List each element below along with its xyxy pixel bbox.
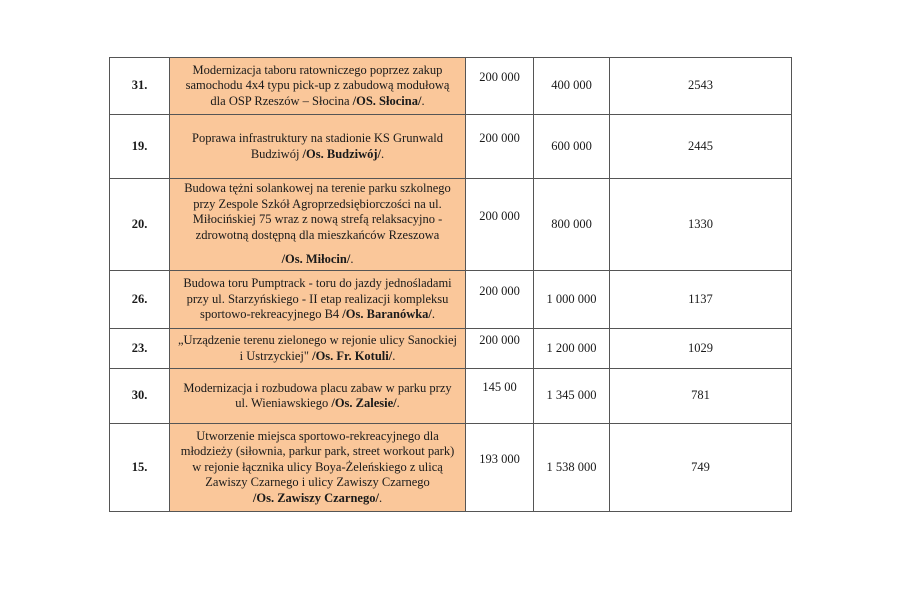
description-suffix: . — [381, 146, 385, 161]
description-line — [176, 381, 459, 397]
project-description — [170, 179, 466, 271]
description-line — [176, 396, 459, 412]
cumulative-amount: 400 000 — [534, 58, 610, 115]
project-cost — [466, 271, 534, 329]
table-row — [110, 271, 792, 329]
project-cost-value: 200 000 — [479, 332, 520, 347]
project-cost-value: 200 000 — [479, 130, 520, 145]
description-line — [176, 444, 459, 460]
description-line — [176, 475, 459, 491]
description-line — [176, 228, 459, 244]
cumulative-amount: 1 345 000 — [534, 369, 610, 424]
district-name: /Os. Baranówka/ — [342, 307, 432, 322]
description-text: Utworzenie miejsca sportowo-rekreacyjnego dla — [196, 428, 439, 443]
project-cost-value: 145 00 — [482, 380, 517, 395]
description-text: młodzieży (siłownia, parkur park, street workout park) — [180, 444, 455, 459]
projects-table — [109, 57, 792, 512]
vote-count: 1029 — [610, 329, 792, 369]
cumulative-amount: 1 538 000 — [534, 424, 610, 512]
project-cost — [466, 329, 534, 369]
description-line — [176, 197, 459, 213]
description-text: Budowa toru Pumptrack - toru do jazdy jednośladami — [183, 276, 452, 291]
table-row — [110, 424, 792, 512]
description-line — [176, 292, 459, 308]
project-description — [170, 271, 466, 329]
district-name: /Os. Zalesie/ — [331, 396, 397, 410]
table-row — [110, 369, 792, 424]
description-text: Budziwój — [250, 146, 303, 161]
description-text: i Ustrzyckiej" — [239, 348, 313, 363]
project-description — [170, 115, 466, 179]
project-cost — [466, 369, 534, 424]
district-name: /OS. Słocina/ — [352, 93, 422, 108]
project-number: 19. — [110, 115, 170, 179]
project-number: 31. — [110, 58, 170, 115]
description-text: Poprawa infrastruktury na stadionie KS Grunwald — [192, 131, 443, 145]
cumulative-amount: 1 200 000 — [534, 329, 610, 369]
table-row — [110, 58, 792, 115]
description-text: przy Zespole Szkół Agroprzedsiębiorczości na ul. — [193, 196, 442, 211]
district-name: /Os. Miłocin/ — [281, 252, 351, 267]
project-number: 26. — [110, 271, 170, 329]
description-line — [176, 429, 459, 445]
description-text: ul. Wieniawskiego — [235, 396, 332, 410]
description-suffix: . — [378, 490, 383, 505]
description-line — [176, 147, 459, 163]
description-line — [176, 491, 459, 507]
cumulative-amount: 800 000 — [534, 179, 610, 271]
vote-count: 2543 — [610, 58, 792, 115]
description-line — [176, 78, 459, 94]
description-text: dla OSP Rzeszów – Słocina — [210, 93, 353, 108]
description-line — [176, 460, 459, 476]
description-line — [176, 94, 459, 110]
project-description — [170, 369, 466, 424]
project-description — [170, 58, 466, 115]
vote-count: 1137 — [610, 271, 792, 329]
vote-count: 781 — [610, 369, 792, 424]
project-cost — [466, 179, 534, 271]
description-suffix: . — [396, 396, 400, 410]
description-text: Budowa tężni solankowej na terenie parku szkolnego — [184, 181, 451, 196]
project-cost — [466, 115, 534, 179]
description-line — [176, 131, 459, 147]
project-cost-value: 200 000 — [479, 283, 520, 298]
project-number: 23. — [110, 329, 170, 369]
description-line — [176, 333, 459, 349]
district-name: /Os. Zawiszy Czarnego/ — [252, 490, 379, 505]
description-line — [176, 63, 459, 79]
project-cost-value: 193 000 — [479, 451, 520, 466]
description-text: „Urządzenie terenu zielonego w rejonie ulicy Sanockiej — [177, 333, 458, 347]
vote-count: 1330 — [610, 179, 792, 271]
description-suffix: . — [431, 307, 436, 322]
project-cost-value: 200 000 — [479, 208, 520, 223]
cumulative-amount: 600 000 — [534, 115, 610, 179]
line-gap — [176, 243, 459, 252]
cumulative-amount: 1 000 000 — [534, 271, 610, 329]
description-line — [176, 181, 459, 197]
description-line — [176, 349, 459, 365]
description-text: Modernizacja i rozbudowa placu zabaw w parku przy — [183, 380, 452, 395]
district-name: /Os. Budziwój/ — [302, 146, 382, 161]
description-line — [176, 276, 459, 292]
table-row — [110, 329, 792, 369]
project-description — [170, 424, 466, 512]
description-text: zdrowotną dostępną dla mieszkańców Rzeszowa — [195, 227, 440, 242]
description-text: samochodu 4x4 typu pick-up z zabudową modułową — [185, 78, 450, 93]
description-text: Modernizacja taboru ratowniczego poprzez zakup — [192, 62, 443, 77]
projects-table-body — [110, 58, 792, 512]
description-suffix: . — [392, 348, 396, 363]
project-number: 30. — [110, 369, 170, 424]
project-description — [170, 329, 466, 369]
district-name: /Os. Fr. Kotuli/ — [312, 348, 393, 363]
description-line — [176, 252, 459, 268]
table-row — [110, 179, 792, 271]
description-line — [176, 212, 459, 228]
description-text: Zawiszy Czarnego i ulicy Zawiszy Czarnego — [205, 475, 430, 490]
description-text: sportowo-rekreacyjnego B4 — [199, 307, 343, 322]
description-line — [176, 307, 459, 323]
description-text: w rejonie łącznika ulicy Boya-Żeleńskiego z ulicą — [192, 459, 443, 474]
vote-count: 2445 — [610, 115, 792, 179]
project-number: 15. — [110, 424, 170, 512]
vote-count: 749 — [610, 424, 792, 512]
description-text: przy ul. Starzyńskiego - II etap realizacji kompleksu — [186, 291, 449, 306]
description-text: Miłocińskiej 75 wraz z nową strefą relaksacyjno - — [192, 212, 443, 227]
table-row — [110, 115, 792, 179]
description-suffix: . — [421, 93, 425, 108]
project-cost-value: 200 000 — [479, 70, 520, 85]
project-cost — [466, 58, 534, 115]
description-suffix: . — [350, 252, 354, 267]
project-cost — [466, 424, 534, 512]
project-number: 20. — [110, 179, 170, 271]
